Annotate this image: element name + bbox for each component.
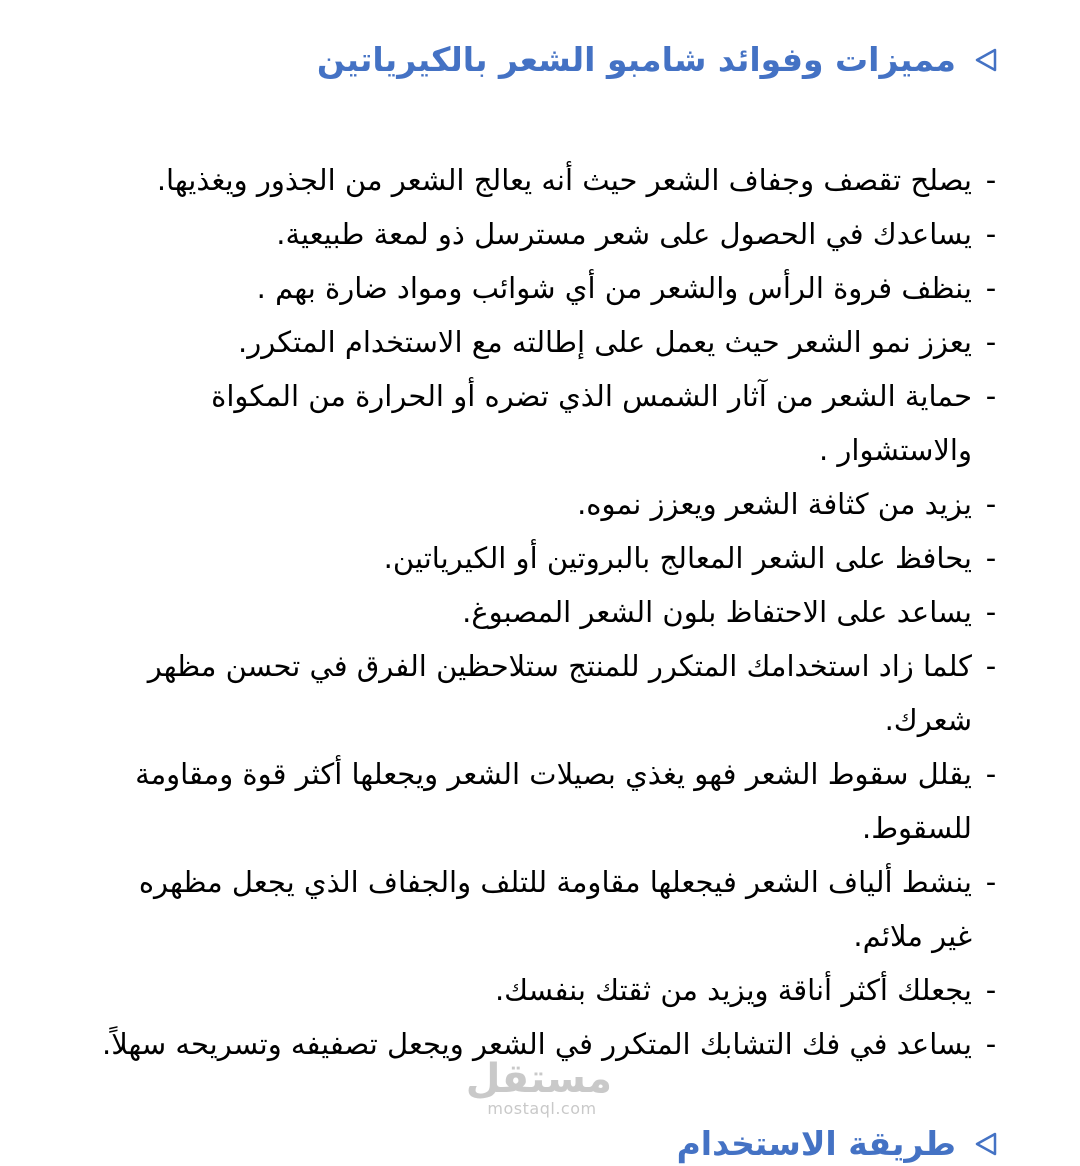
list-dash: - (985, 649, 997, 683)
list-item (82, 369, 1002, 477)
list-dash: - (985, 541, 997, 575)
list-dash: - (985, 973, 997, 1007)
list-item-text: يحافظ على الشعر المعالج بالبروتين أو الكيرياتين. (383, 541, 972, 575)
list-dash: - (985, 271, 997, 305)
list-dash: - (985, 1027, 997, 1061)
list-item (82, 531, 1002, 585)
list-item (82, 153, 1002, 207)
arrow-bullet-icon (974, 47, 998, 73)
list-item (82, 261, 1002, 315)
list-item (82, 963, 1002, 1017)
list-dash: - (985, 595, 997, 629)
list-dash: - (985, 325, 997, 359)
benefits-list (82, 153, 1002, 1071)
list-item-text: حماية الشعر من آثار الشمس الذي تضره أو الحرارة من المكواة والاستشوار . (211, 379, 972, 467)
watermark-logo (465, 1056, 612, 1118)
next-section-heading (677, 1122, 998, 1166)
list-item (82, 207, 1002, 261)
list-dash: - (985, 757, 997, 791)
list-item (82, 585, 1002, 639)
watermark-url: mostaql.com (487, 1099, 597, 1118)
list-item-text: يقلل سقوط الشعر فهو يغذي بصيلات الشعر ويجعلها أكثر قوة ومقاومة للسقوط. (135, 757, 972, 845)
list-dash: - (985, 487, 997, 521)
list-item (82, 639, 1002, 747)
list-item (82, 477, 1002, 531)
list-item-text: يعزز نمو الشعر حيث يعمل على إطالته مع الاستخدام المتكرر. (238, 325, 972, 359)
list-item-text: ينظف فروة الرأس والشعر من أي شوائب ومواد ضارة بهم . (256, 271, 972, 305)
list-dash: - (985, 163, 997, 197)
list-item-text: يساعد على الاحتفاظ بلون الشعر المصبوغ. (462, 595, 972, 629)
list-item-text: يصلح تقصف وجفاف الشعر حيث أنه يعالج الشعر من الجذور ويغذيها. (156, 163, 972, 197)
list-item-text: يساعدك في الحصول على شعر مسترسل ذو لمعة طبيعية. (276, 217, 972, 251)
list-dash: - (985, 865, 997, 899)
arrow-bullet-icon (974, 1131, 998, 1157)
next-section-heading-text: طريقة الاستخدام (676, 1124, 956, 1163)
list-item-text: كلما زاد استخدامك المتكرر للمنتج ستلاحظين الفرق في تحسن مظهر شعرك. (147, 649, 972, 737)
list-item (82, 747, 1002, 855)
list-dash: - (985, 217, 997, 251)
list-item-text: يزيد من كثافة الشعر ويعزز نموه. (577, 487, 972, 521)
list-item (82, 855, 1002, 963)
section-heading-text: مميزات وفوائد شامبو الشعر بالكيرياتين (316, 40, 956, 79)
section-heading (317, 38, 998, 82)
list-dash: - (985, 379, 997, 413)
watermark-arabic: مستقل (465, 1056, 612, 1102)
list-item-text: ينشط ألياف الشعر فيجعلها مقاومة للتلف والجفاف الذي يجعل مظهره غير ملائم. (138, 865, 972, 953)
list-item (82, 315, 1002, 369)
list-item-text: يجعلك أكثر أناقة ويزيد من ثقتك بنفسك. (494, 973, 972, 1007)
list-item-text: يساعد في فك التشابك المتكرر في الشعر ويجعل تصفيفه وتسريحه سهلاً. (102, 1027, 972, 1061)
